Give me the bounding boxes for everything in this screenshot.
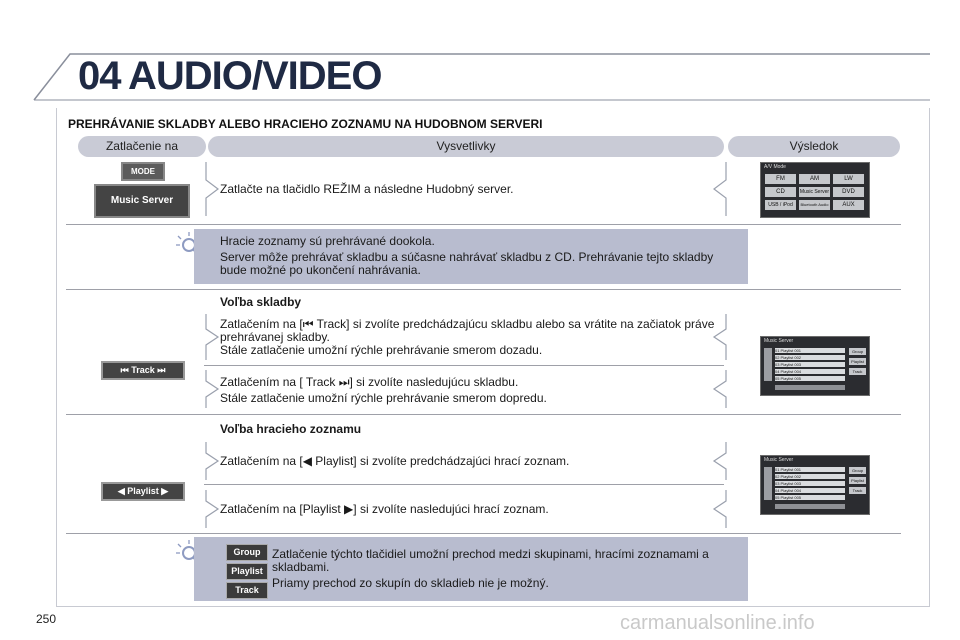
- av-btn-cd: CD: [765, 187, 796, 197]
- row1-text: Zatlačte na tlačidlo REŽIM a následne Hudobný server.: [220, 182, 514, 196]
- playlist-next-pointer-left: [204, 488, 220, 530]
- playlist-next-text: Zatlačením na [Playlist ▶] si zvolíte nasledujúci hrací zoznam.: [220, 502, 549, 516]
- screen-bottom-bar: [775, 504, 845, 509]
- screen-side-strip: [764, 467, 772, 500]
- screen-btn-group: Group: [849, 467, 866, 474]
- screen-row: 02 Playlist 002: [775, 355, 845, 360]
- divider: [66, 414, 901, 415]
- av-btn-music-server: Music Server: [799, 189, 830, 195]
- screen-bottom-bar: [775, 385, 845, 390]
- chapter-number: 04: [78, 54, 121, 98]
- screen-row: 01 Playlist 001: [775, 348, 845, 353]
- av-btn-usb-ipod: USB / iPod: [765, 200, 796, 210]
- playlist-prev-text: Zatlačením na [◀ Playlist] si zvolíte predchádzajúci hrací zoznam.: [220, 454, 570, 468]
- screen-btn-group: Group: [849, 348, 866, 355]
- screen-btn-track: Track: [849, 487, 866, 494]
- divider: [204, 484, 724, 485]
- av-mode-screen: [760, 162, 870, 218]
- watermark: carmanualsonline.info: [620, 612, 815, 634]
- playlist-button: ◀ Playlist ▶: [101, 482, 185, 501]
- av-btn-dvd: DVD: [833, 187, 864, 197]
- track-prev-line-1: Zatlačením na [⏮ Track] si zvolíte predchádzajúcu skladbu alebo sa vrátite na začiatok práve prehrávanej skladby.: [220, 317, 715, 344]
- screen-btn-playlist: Playlist: [849, 358, 866, 365]
- screen-side-strip: [764, 348, 772, 381]
- screen-btn-playlist: Playlist: [849, 477, 866, 484]
- screen-row: 01 Playlist 001: [775, 467, 845, 472]
- screen-title: Music Server: [764, 338, 794, 344]
- screen-row: 02 Playlist 002: [775, 474, 845, 479]
- music-server-screen-playlist: [760, 455, 870, 515]
- note2-text: [272, 548, 712, 593]
- av-btn-lw: LW: [833, 174, 864, 184]
- track-next-pointer-right: [712, 368, 728, 410]
- row1-pointer-right: [712, 160, 728, 218]
- note1-line-1: Hracie zoznamy sú prehrávané dookola.: [220, 234, 435, 248]
- note1-text: [220, 235, 720, 280]
- playlist-group-button: Playlist: [226, 563, 268, 580]
- music-server-button: Music Server: [94, 184, 190, 218]
- track-prev-line-2: Stále zatlačenie umožní rýchle prehrávanie smerom dozadu.: [220, 343, 543, 357]
- divider: [66, 533, 901, 534]
- column-header-explanation: Vysvetlivky: [208, 136, 724, 157]
- section-title: PREHRÁVANIE SKLADBY ALEBO HRACIEHO ZOZNAMU NA HUDOBNOM SERVERI: [68, 117, 543, 131]
- track-heading: Voľba skladby: [220, 295, 302, 309]
- screen-btn-track: Track: [849, 368, 866, 375]
- page-number: 250: [36, 612, 57, 626]
- track-next-line-2: Stále zatlačenie umožní rýchle prehrávanie smerom dopredu.: [220, 391, 547, 405]
- track-prev-pointer-left: [204, 312, 220, 362]
- screen-row: 03 Playlist 003: [775, 481, 845, 486]
- playlist-prev-pointer-left: [204, 440, 220, 482]
- note2-line-2: Priamy prechod zo skupín do skladieb nie je možný.: [272, 576, 549, 590]
- track-prev-pointer-right: [712, 312, 728, 362]
- playlist-heading: Voľba hracieho zoznamu: [220, 422, 362, 436]
- mode-button: MODE: [121, 162, 165, 181]
- av-mode-screen-title: A/V Mode: [764, 164, 786, 170]
- row1-pointer-left: [204, 160, 220, 218]
- track-group-button: Track: [226, 582, 268, 599]
- group-button: Group: [226, 544, 268, 561]
- screen-title: Music Server: [764, 457, 794, 463]
- divider: [66, 224, 901, 225]
- note1-line-2: Server môže prehrávať skladbu a súčasne nahrávať skladbu z CD. Prehrávanie tejto skladby bude možné po ukončení nahrávania.: [220, 250, 714, 277]
- track-prev-text: [220, 318, 720, 357]
- divider: [66, 289, 901, 290]
- track-button: ⏮ Track ⏭: [101, 361, 185, 380]
- screen-row: 05 Playlist 005: [775, 495, 845, 500]
- av-btn-aux: AUX: [833, 200, 864, 210]
- note2-line-1: Zatlačenie týchto tlačidiel umožní prechod medzi skupinami, hracími zoznamami a skladbami.: [272, 547, 709, 574]
- track-next-text: [220, 376, 720, 408]
- column-header-result: Výsledok: [728, 136, 900, 157]
- track-next-pointer-left: [204, 368, 220, 410]
- screen-row: 03 Playlist 003: [775, 362, 845, 367]
- playlist-next-pointer-right: [712, 488, 728, 530]
- chapter-title: AUDIO/VIDEO: [128, 54, 382, 98]
- screen-row: 04 Playlist 004: [775, 369, 845, 374]
- screen-row: 05 Playlist 005: [775, 376, 845, 381]
- screen-row: 04 Playlist 004: [775, 488, 845, 493]
- music-server-screen-track: [760, 336, 870, 396]
- av-btn-am: AM: [799, 174, 830, 184]
- divider: [204, 365, 724, 366]
- track-next-line-1: Zatlačením na [ Track ⏭] si zvolíte nasledujúcu skladbu.: [220, 375, 519, 389]
- column-header-press: Zatlačenie na: [78, 136, 206, 157]
- av-btn-fm: FM: [765, 174, 796, 184]
- av-btn-bluetooth-audio: Bluetooth Audio: [799, 200, 830, 210]
- playlist-prev-pointer-right: [712, 440, 728, 482]
